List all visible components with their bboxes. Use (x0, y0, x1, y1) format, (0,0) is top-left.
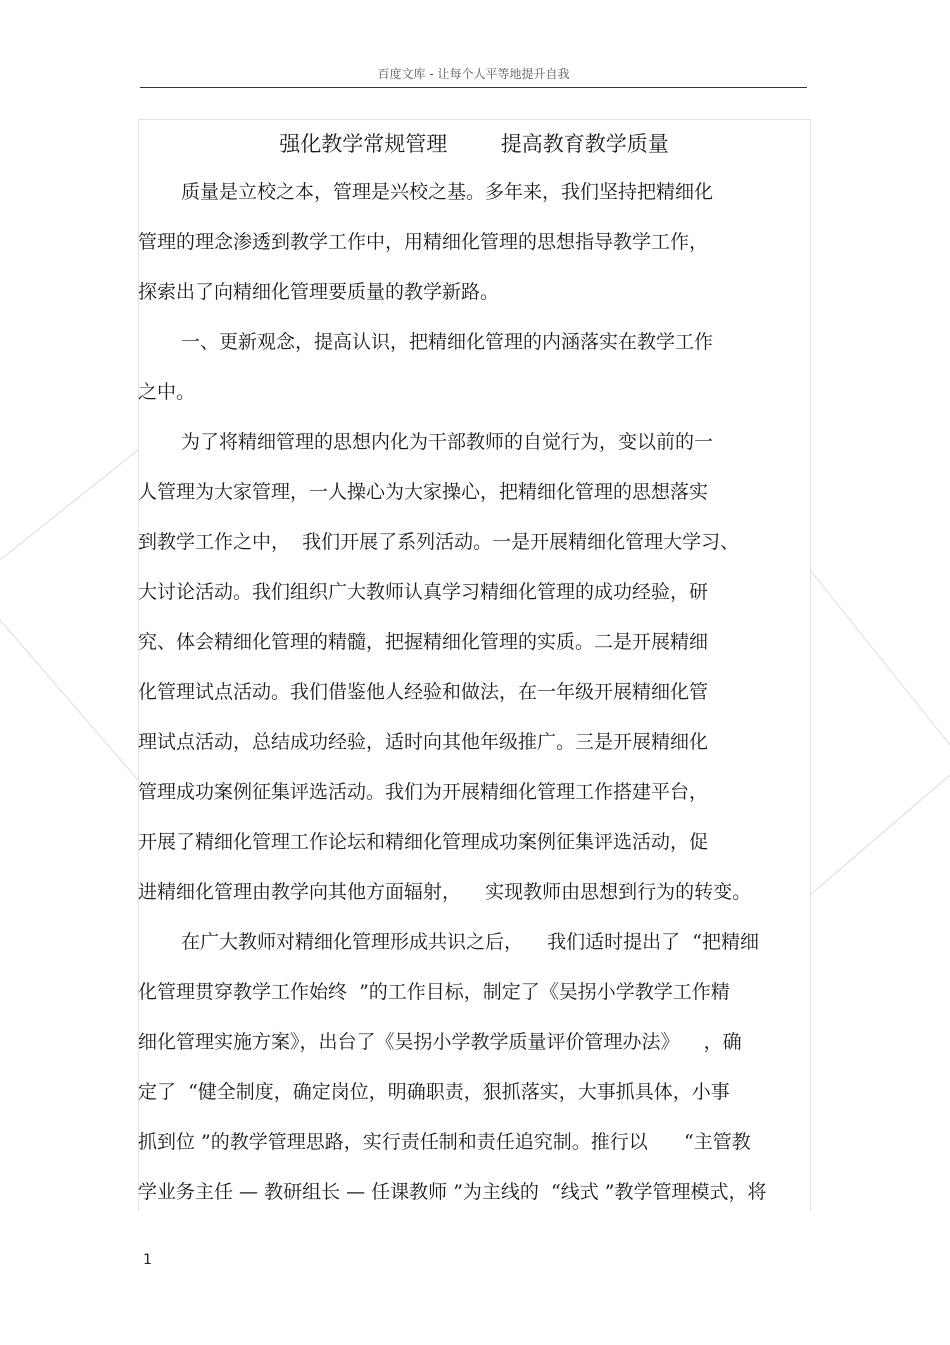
body-line: 化管理试点活动。我们借鉴他人经验和做法，在一年级开展精细化管 (138, 681, 709, 703)
watermark-right-lower-stroke (810, 775, 950, 895)
document-body (138, 167, 813, 1217)
page-header: 百度文库 - 让每个人平等地提升自我 (377, 67, 570, 81)
body-line: 开展了精细化管理工作论坛和精细化管理成功案例征集评选活动，促 (138, 831, 709, 853)
watermark-left-stroke (0, 450, 138, 560)
document-title: 强化教学常规管理 提高教育教学质量 (279, 132, 669, 156)
body-line: 进精细化管理由教学向其他方面辐射， 实现教师由思想到行为的转变。 (138, 881, 752, 903)
content-frame-top (138, 119, 810, 120)
body-line: 化管理贯穿教学工作始终 ”的工作目标，制定了《吴拐小学教学工作精 (138, 981, 730, 1003)
body-line: 学业务主任 — 教研组长 — 任课教师 ”为主线的 “线式 ”教学管理模式，将 (138, 1181, 767, 1203)
body-line: 质量是立校之本，管理是兴校之基。多年来，我们坚持把精细化 (181, 181, 714, 203)
body-line: 抓到位 ”的教学管理思路，实行责任制和责任追究制。推行以 “主管教 (138, 1131, 751, 1153)
body-line: 在广大教师对精细化管理形成共识之后， 我们适时提出了 “把精细 (181, 931, 759, 953)
body-line: 定了 “健全制度，确定岗位，明确职责，狠抓落实，大事抓具体，小事 (138, 1081, 730, 1103)
body-line: 人管理为大家管理，一人操心为大家操心，把精细化管理的思想落实 (138, 481, 709, 503)
body-line: 之中。 (138, 381, 196, 403)
body-line: 细化管理实施方案》，出台了《吴拐小学教学质量评价管理办法》 ，确 (138, 1031, 742, 1053)
body-line: 为了将精细管理的思想内化为干部教师的自觉行为，变以前的一 (181, 431, 714, 453)
body-line: 大讨论活动。我们组织广大教师认真学习精细化管理的成功经验，研 (138, 581, 709, 603)
watermark-left-lower-stroke (0, 620, 138, 780)
body-line: 探索出了向精细化管理要质量的教学新路。 (138, 281, 500, 303)
watermark-right-stroke (810, 570, 950, 745)
header-divider (140, 87, 807, 88)
body-line: 理试点活动，总结成功经验，适时向其他年级推广。三是开展精细化 (138, 731, 709, 753)
body-line: 管理成功案例征集评选活动。我们为开展精细化管理工作搭建平台， (138, 781, 709, 803)
body-line: 到教学工作之中， 我们开展了系列活动。一是开展精细化管理大学习、 (138, 531, 740, 553)
page-number: 1 (143, 1252, 152, 1268)
body-line: 究、体会精细化管理的精髓，把握精细化管理的实质。二是开展精细 (138, 631, 709, 653)
body-line: 一、更新观念，提高认识，把精细化管理的内涵落实在教学工作 (181, 331, 714, 353)
body-line: 管理的理念渗透到教学工作中，用精细化管理的思想指导教学工作， (138, 231, 709, 253)
